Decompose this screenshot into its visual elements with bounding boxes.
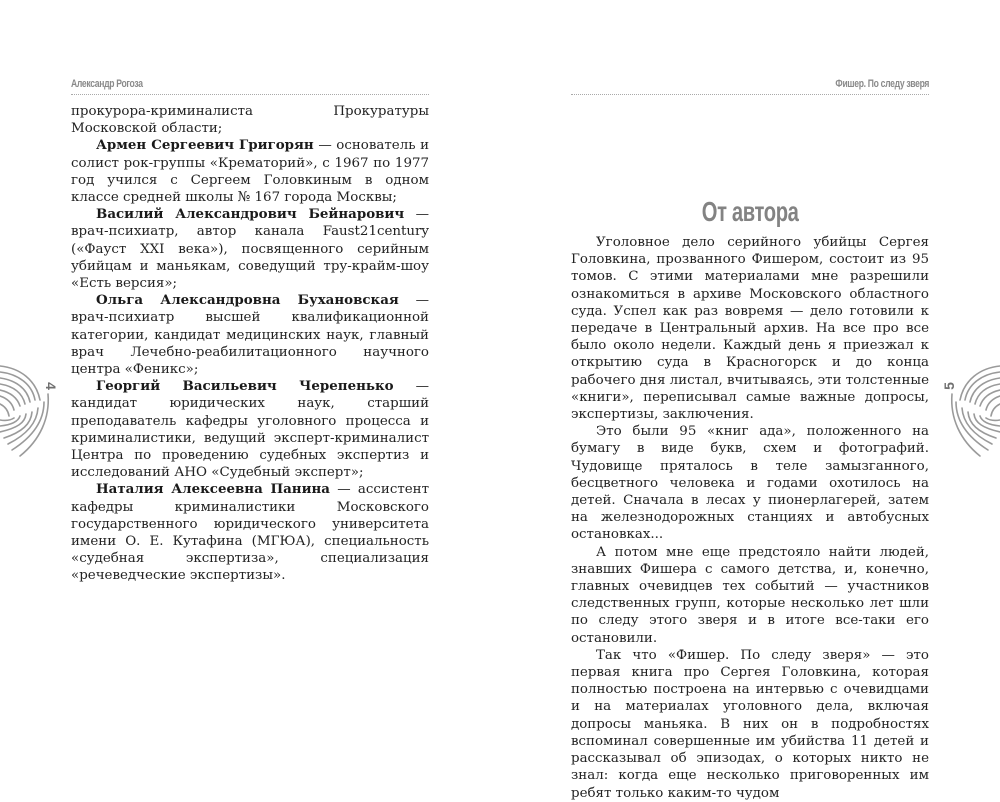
paragraph: А потом мне еще предстояло найти людей, знавших Фишера с самого детства, и, конечно, главных очевидцев тех событий — участников следственных групп, которые несколько лет шли по следу этого зверя и в итоге все-таки его остановили. — [571, 544, 929, 646]
paragraph: Это были 95 «книг ада», положенного на бумагу в виде букв, схем и фотографий. Чудовище пряталось в теле замызганного, бесцветного человека и годами охотилось на детей. Сначала в лесах у пионерлагерей, затем на железнодорожных станциях и автобусных остановках... — [571, 424, 929, 543]
person-name: Армен Сергеевич Григорян — [96, 137, 314, 154]
person-name: Василий Александрович Бейнарович — [96, 206, 405, 223]
fingerprint-icon — [940, 358, 1000, 458]
page-number: 5 — [941, 382, 958, 390]
header-dotted-rule — [571, 94, 929, 95]
header-dotted-rule — [71, 94, 429, 95]
person-name: Наталия Алексеевна Панина — [96, 481, 330, 498]
page-number: 4 — [42, 382, 59, 390]
paragraph: Уголовное дело серийного убийцы Сергея Головкина, прозванного Фишером, состоит из 95 томов. С этими материалами мне разрешили ознакомиться в архиве Московского областного суда. Успел как раз вовремя — дело готовили к передаче в Центральный архив. На все про все было около недели. Каждый день я приезжал к открытию суда в Красногорск и до конца рабочего дня листал, вчитываясь, эти толстенные «книги», переписывал самые важные допросы, экспертизы, заключения. — [571, 235, 929, 423]
left-page-body — [71, 103, 429, 585]
running-head-author: Александр Рогоза — [71, 78, 143, 90]
running-head-book-title: Фишер. По следу зверя — [835, 78, 929, 90]
paragraph: Георгий Васильевич Черепенько — кандидат юридических наук, старший преподаватель кафедры уголовного процесса и криминалистики, ведущий эксперт-криминалист Центра по проведению судебных экспертиз и исследований АНО «Судебный эксперт»; — [71, 378, 430, 481]
fingerprint-icon — [0, 358, 60, 458]
paragraph: Ольга Александровна Бухановская — врач-психиатр высшей квалификационной категории, кандидат медицинских наук, главный врач Лечебно-реабилитационного научного центра «Феникс»; — [71, 292, 429, 378]
right-page-body — [571, 234, 929, 802]
paragraph: Василий Александрович Бейнарович — врач-психиатр, автор канала Faust21century («Фауст XXI века»), посвященного серийным убийцам и маньякам, соведущий тру-крайм-шоу «Есть версия»; — [71, 206, 429, 292]
person-name: Ольга Александровна Бухановская — [96, 292, 399, 309]
paragraph: прокурора-криминалиста Прокуратуры Московской области; — [71, 104, 429, 137]
left-page — [0, 0, 500, 750]
person-name: Георгий Васильевич Черепенько — [96, 378, 394, 395]
paragraph: Наталия Алексеевна Панина — ассистент кафедры криминалистики Московского государственного юридического университета имени О. Е. Кутафина (МГЮА), специальность «судебная экспертиза», специализация «речеведческие экспертизы». — [71, 481, 429, 584]
paragraph: Так что «Фишер. По следу зверя» — это первая книга про Сергея Головкина, которая полностью построена на интервью с очевидцами и на материалах уголовного дела, включая допросы маньяка. В них он в подробностях вспоминал совершенные им убийства 11 детей и рассказывал об эпизодах, о которых никто не знал: когда еще несколько приговоренных им ребят только каким-то чудом — [571, 647, 929, 801]
paragraph: Армен Сергеевич Григорян — основатель и солист рок-группы «Крематорий», с 1967 по 1977 год учился с Сергеем Головкиным в одном классе средней школы № 167 города Москвы; — [71, 137, 429, 206]
chapter-title: От автора — [701, 196, 799, 227]
right-page — [500, 0, 1000, 801]
